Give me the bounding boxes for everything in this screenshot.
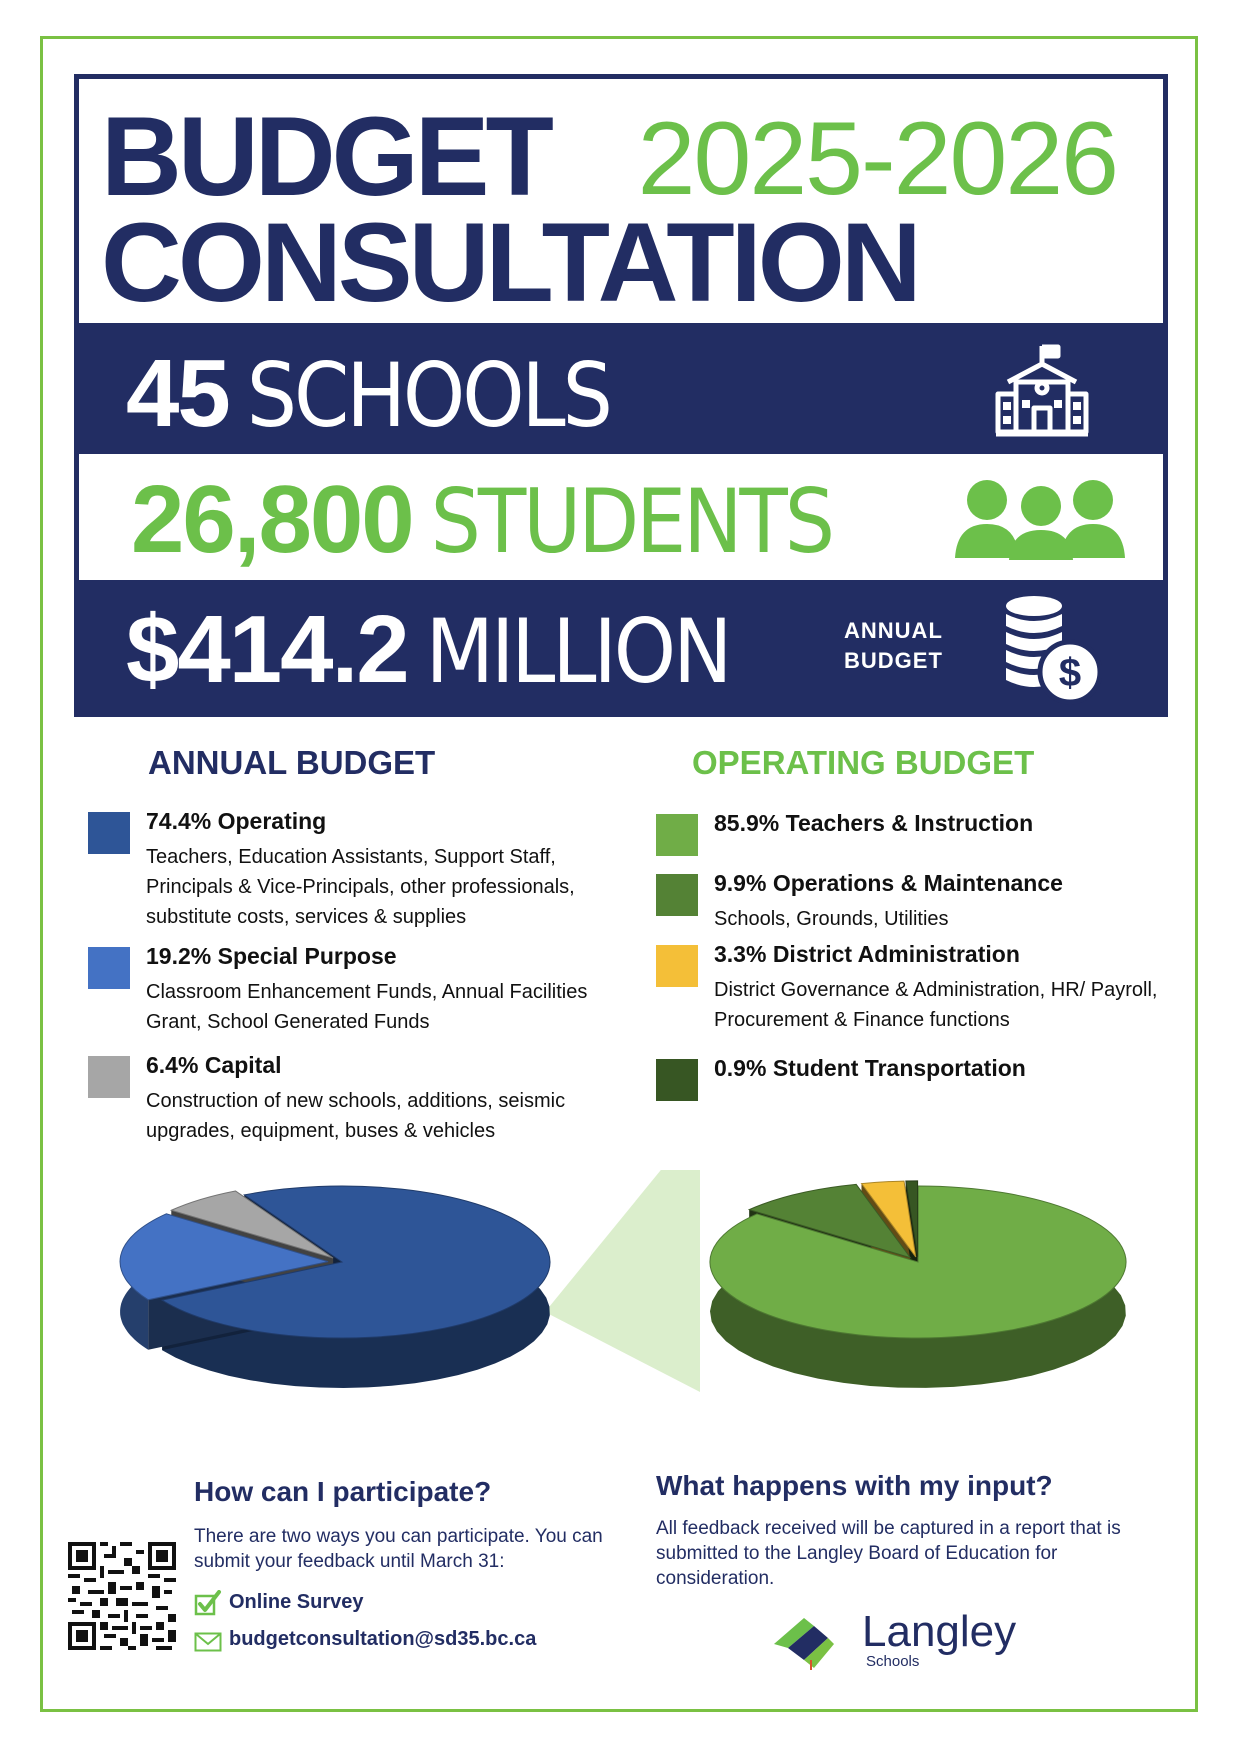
administration-desc: District Governance & Administration, HR/ Payroll, Procurement & Finance functions bbox=[714, 979, 1158, 1031]
students-number: 26,800 bbox=[131, 466, 413, 573]
logo-sub: Schools bbox=[866, 1653, 920, 1670]
teachers-label: 85.9% Teachers & Instruction bbox=[714, 810, 1034, 836]
budget-number: $414.2 bbox=[126, 596, 408, 703]
title-budget: BUDGET bbox=[101, 94, 550, 219]
annual-item-special-purpose bbox=[88, 943, 588, 1033]
title-box bbox=[74, 74, 1168, 328]
checkbox-icon bbox=[194, 1590, 222, 1621]
transportation-swatch bbox=[656, 1059, 698, 1101]
pie-connector bbox=[545, 1170, 700, 1392]
school-icon bbox=[994, 342, 1090, 445]
operating-budget-pie bbox=[710, 1181, 1126, 1388]
budget-stat bbox=[126, 596, 730, 703]
capital-desc: Construction of new schools, additions, seismic upgrades, equipment, buses & vehicles bbox=[146, 1090, 566, 1142]
schools-label: SCHOOLS bbox=[246, 344, 610, 447]
annual-budget-pie bbox=[120, 1186, 550, 1388]
operations-desc: Schools, Grounds, Utilities bbox=[714, 908, 949, 930]
special-purpose-swatch bbox=[88, 947, 130, 989]
operating-budget-title: OPERATING BUDGET bbox=[692, 744, 1035, 781]
schools-number: 45 bbox=[126, 340, 229, 447]
special-purpose-desc: Classroom Enhancement Funds, Annual Facilities Grant, School Generated Funds bbox=[146, 981, 588, 1033]
langley-schools-logo bbox=[770, 1596, 1020, 1681]
participate-title: How can I participate? bbox=[194, 1476, 492, 1507]
capital-swatch bbox=[88, 1056, 130, 1098]
operating-label: 74.4% Operating bbox=[146, 808, 327, 834]
logo-name: Langley bbox=[862, 1607, 1017, 1656]
students-stat bbox=[131, 466, 833, 573]
capital-label: 6.4% Capital bbox=[146, 1052, 282, 1078]
operating-item-administration bbox=[656, 941, 1156, 1031]
schools-stat bbox=[126, 340, 610, 447]
annual-budget-title: ANNUAL BUDGET bbox=[148, 744, 436, 781]
administration-label: 3.3% District Administration bbox=[714, 941, 1020, 967]
operations-swatch bbox=[656, 874, 698, 916]
title-consultation: CONSULTATION bbox=[101, 200, 918, 325]
budget-label: MILLION bbox=[425, 600, 730, 703]
operating-item-transportation bbox=[656, 1055, 1156, 1105]
svg-text:$: $ bbox=[1058, 651, 1082, 695]
operating-item-operations bbox=[656, 870, 1156, 940]
coins-dollar-icon bbox=[1002, 594, 1102, 711]
qr-code-icon[interactable] bbox=[68, 1542, 176, 1655]
input-text: All feedback received will be captured in a report that is submitted to the Langley Board of Education for consideration. bbox=[656, 1518, 1121, 1589]
title-year: 2025-2026 bbox=[637, 101, 1117, 217]
annual-budget-label bbox=[844, 616, 943, 676]
input-title: What happens with my input? bbox=[656, 1470, 1053, 1501]
email-icon bbox=[194, 1632, 222, 1657]
online-survey-link[interactable]: Online Survey bbox=[229, 1591, 364, 1613]
budget-band bbox=[74, 580, 1168, 717]
transportation-label: 0.9% Student Transportation bbox=[714, 1055, 1026, 1081]
operating-item-teachers bbox=[656, 810, 1156, 860]
special-purpose-label: 19.2% Special Purpose bbox=[146, 943, 397, 969]
students-label: STUDENTS bbox=[430, 470, 833, 573]
operating-swatch bbox=[88, 812, 130, 854]
schools-band bbox=[74, 328, 1168, 454]
operating-desc: Teachers, Education Assistants, Support Staff, Principals & Vice-Principals, other professionals, substitute costs, services & supplies bbox=[146, 846, 575, 928]
administration-swatch bbox=[656, 945, 698, 987]
budget-pie-charts bbox=[0, 1170, 1240, 1470]
operations-label: 9.9% Operations & Maintenance bbox=[714, 870, 1063, 896]
budget-sublabel: BUDGET bbox=[844, 648, 943, 673]
langley-logo-icon bbox=[774, 1618, 834, 1670]
annual-item-operating bbox=[88, 808, 588, 928]
students-band bbox=[74, 454, 1168, 580]
email-link[interactable]: budgetconsultation@sd35.bc.ca bbox=[229, 1628, 537, 1650]
annual-item-capital bbox=[88, 1052, 588, 1142]
teachers-swatch bbox=[656, 814, 698, 856]
participate-text: There are two ways you can participate. You can submit your feedback until March 31: bbox=[194, 1526, 603, 1572]
annual-label: ANNUAL bbox=[844, 618, 943, 643]
students-icon bbox=[955, 476, 1125, 565]
